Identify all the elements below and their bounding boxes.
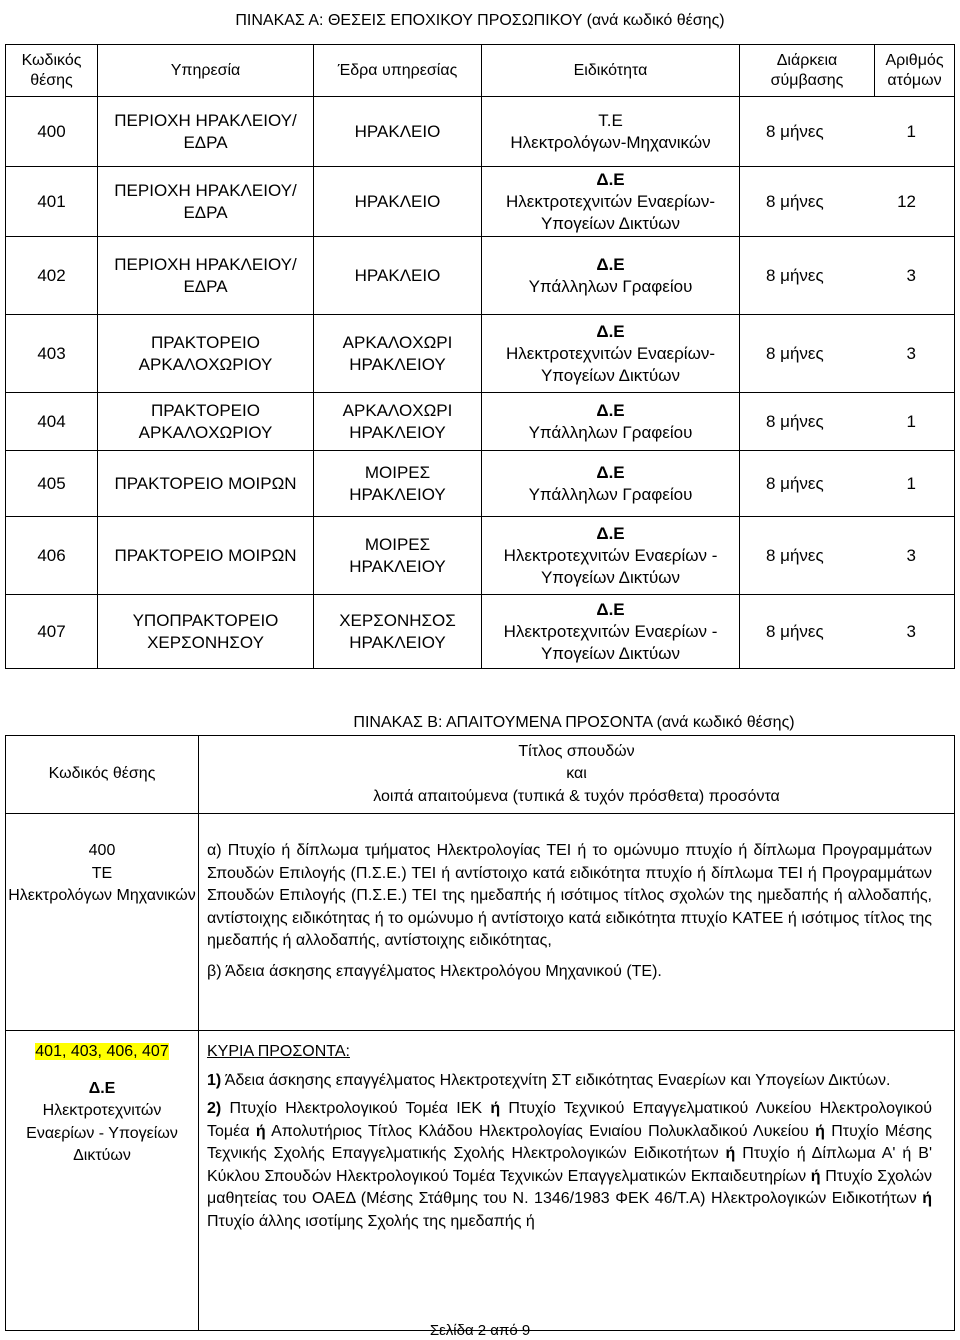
cell-specialty: Δ.Ε Υπάλληλων Γραφείου xyxy=(482,393,740,451)
table-row xyxy=(6,97,955,167)
col-header-requirements: Τίτλος σπουδών και λοιπά απαιτούμενα (τυπικά & τυχόν πρόσθετα) προσόντα xyxy=(199,736,955,814)
table-row xyxy=(6,814,955,1031)
table-row xyxy=(6,393,955,451)
cell-duration-count: 8 μήνες 1 xyxy=(740,97,955,167)
table-row xyxy=(6,1031,955,1331)
cell-specialty: Δ.Ε Υπάλληλων Γραφείου xyxy=(482,451,740,517)
col-header-code: Κωδικός θέσης xyxy=(6,45,98,97)
table-row xyxy=(6,237,955,315)
highlighted-codes: 401, 403, 406, 407 xyxy=(35,1043,169,1060)
cell-duration-count: 8 μήνες 1 xyxy=(740,393,955,451)
cell-code: 404 xyxy=(6,393,98,451)
col-header-seat: Έδρα υπηρεσίας xyxy=(314,45,482,97)
table-a-title: ΠΙΝΑΚΑΣ Α: ΘΕΣΕΙΣ ΕΠΟΧΙΚΟΥ ΠΡΟΣΩΠΙΚΟΥ (ανά κωδικό θέσης) xyxy=(235,12,725,29)
cell-seat: ΧΕΡΣΟΝΗΣΟΣ ΗΡΑΚΛΕΙΟΥ xyxy=(314,595,482,669)
cell-code: 402 xyxy=(6,237,98,315)
cell-service: ΠΕΡΙΟΧΗ ΗΡΑΚΛΕΙΟΥ/ ΕΔΡΑ xyxy=(98,237,314,315)
cell-duration-count: 8 μήνες 3 xyxy=(740,315,955,393)
cell-code: 401 xyxy=(6,167,98,237)
requirements-heading: ΚΥΡΙΑ ΠΡΟΣΟΝΤΑ: xyxy=(207,1043,350,1060)
cell-seat: ΑΡΚΑΛΟΧΩΡΙ ΗΡΑΚΛΕΙΟΥ xyxy=(314,315,482,393)
cell-code: 401, 403, 406, 407 Δ.Ε Ηλεκτροτεχνιτών Εναερίων - Υπογείων Δικτύων xyxy=(6,1031,199,1331)
cell-code: 405 xyxy=(6,451,98,517)
cell-specialty: Δ.Ε Υπάλληλων Γραφείου xyxy=(482,237,740,315)
cell-service: ΠΡΑΚΤΟΡΕΙΟ ΜΟΙΡΩΝ xyxy=(98,517,314,595)
cell-code: 403 xyxy=(6,315,98,393)
table-b-title: ΠΙΝΑΚΑΣ Β: ΑΠΑΙΤΟΥΜΕΝΑ ΠΡΟΣΟΝΤΑ (ανά κωδικό θέσης) xyxy=(353,714,795,731)
col-header-code: Κωδικός θέσης xyxy=(6,736,199,814)
cell-service: ΠΡΑΚΤΟΡΕΙΟ ΑΡΚΑΛΟΧΩΡΙΟΥ xyxy=(98,393,314,451)
table-row xyxy=(6,517,955,595)
table-b xyxy=(5,735,955,1331)
table-row xyxy=(6,595,955,669)
cell-specialty: Δ.Ε Ηλεκτροτεχνιτών Εναερίων - Υπογείων Δικτύων xyxy=(482,595,740,669)
cell-specialty: Δ.Ε Ηλεκτροτεχνιτών Εναερίων- Υπογείων Δικτύων xyxy=(482,167,740,237)
cell-requirements: ΚΥΡΙΑ ΠΡΟΣΟΝΤΑ: 1) Άδεια άσκησης επαγγέλματος Ηλεκτροτεχνίτη ΣΤ ειδικότητας Εναερίων και Υπογείων Δικτύων. 2) Πτυχίο Ηλεκτρολογικού Τομέα ΙΕΚ ή Πτυχίο Τεχνικού Επαγγελματικού Λυκείου Ηλεκτρολογικού Τομέα ή Απολυτήριος Τίτλος Κλάδου Ηλεκτρολογίας Ενιαίου Πολυκλαδικού Λυκείου ή Πτυχίο Μέσης Τεχνικής Σχολής Επαγγελματικής Σχολής Ηλεκτρολογικών Ειδικοτήτων ή Πτυχίο ή Δίπλωμα Α' ή Β' Κύκλου Σπουδών Ηλεκτρολογικού Τομέα Τεχνικών Επαγγελματικών Εκπαιδευτηρίων ή Πτυχίο Σχολών μαθητείας του ΟΑΕΔ (Μέσης Στάθμης του Ν. 1346/1983 ΦΕΚ 46/Τ.Α) Ηλεκτρολογικών Ειδικοτήτων ή Πτυχίο άλλης ισοτίμης Σχολής της ημεδαπής ή xyxy=(199,1031,955,1331)
cell-seat: ΗΡΑΚΛΕΙΟ xyxy=(314,97,482,167)
cell-seat: ΜΟΙΡΕΣ ΗΡΑΚΛΕΙΟΥ xyxy=(314,517,482,595)
cell-requirements: α) Πτυχίο ή δίπλωμα τμήματος Ηλεκτρολογίας ΤΕΙ ή το ομώνυμο πτυχίο ή δίπλωμα Προγραμμάτων Σπουδών Επιλογής (Π.Σ.Ε.) ΤΕΙ ή αντίστοιχο κατά ειδικότητα πτυχίο ή δίπλωμα ΤΕΙ ή Προγραμμάτων Σπουδών Επιλογής (Π.Σ.Ε.) ΤΕΙ της ημεδαπής ή ισότιμος τίτλος σχολών της ημεδαπής ή αλλοδαπής, αντίστοιχης ειδικότητας ή το ομώνυμο ή αντίστοιχο κατά ειδικότητα πτυχίο ΚΑΤΕΕ ή ισότιμος τίτλος της ημεδαπής ή αλλοδαπής, αντίστοιχης ειδικότητας, β) Άδεια άσκησης επαγγέλματος Ηλεκτρολόγου Μηχανικού (ΤΕ). xyxy=(199,814,955,1031)
cell-duration-count: 8 μήνες 12 xyxy=(740,167,955,237)
cell-service: ΠΡΑΚΤΟΡΕΙΟ ΑΡΚΑΛΟΧΩΡΙΟΥ xyxy=(98,315,314,393)
cell-specialty: Δ.Ε Ηλεκτροτεχνιτών Εναερίων- Υπογείων Δικτύων xyxy=(482,315,740,393)
cell-duration-count: 8 μήνες 3 xyxy=(740,595,955,669)
col-header-service: Υπηρεσία xyxy=(98,45,314,97)
table-a xyxy=(5,44,955,669)
col-header-duration: Διάρκεια σύμβασης xyxy=(740,45,875,97)
cell-code: 400 xyxy=(6,97,98,167)
cell-service: ΥΠΟΠΡΑΚΤΟΡΕΙΟ ΧΕΡΣΟΝΗΣΟΥ xyxy=(98,595,314,669)
cell-seat: ΑΡΚΑΛΟΧΩΡΙ ΗΡΑΚΛΕΙΟΥ xyxy=(314,393,482,451)
cell-specialty: Δ.Ε Ηλεκτροτεχνιτών Εναερίων - Υπογείων Δικτύων xyxy=(482,517,740,595)
col-header-specialty: Ειδικότητα xyxy=(482,45,740,97)
cell-service: ΠΕΡΙΟΧΗ ΗΡΑΚΛΕΙΟΥ/ ΕΔΡΑ xyxy=(98,97,314,167)
cell-seat: ΗΡΑΚΛΕΙΟ xyxy=(314,167,482,237)
col-header-count: Αριθμός ατόμων xyxy=(875,45,955,97)
cell-duration-count: 8 μήνες 1 xyxy=(740,451,955,517)
cell-duration-count: 8 μήνες 3 xyxy=(740,517,955,595)
cell-seat: ΜΟΙΡΕΣ ΗΡΑΚΛΕΙΟΥ xyxy=(314,451,482,517)
cell-service: ΠΕΡΙΟΧΗ ΗΡΑΚΛΕΙΟΥ/ ΕΔΡΑ xyxy=(98,167,314,237)
page-footer: Σελίδα 2 από 9 xyxy=(429,1322,531,1339)
table-row xyxy=(6,451,955,517)
cell-duration-count: 8 μήνες 3 xyxy=(740,237,955,315)
cell-service: ΠΡΑΚΤΟΡΕΙΟ ΜΟΙΡΩΝ xyxy=(98,451,314,517)
cell-seat: ΗΡΑΚΛΕΙΟ xyxy=(314,237,482,315)
cell-code: 400 ΤΕ Ηλεκτρολόγων Μηχανικών xyxy=(6,814,199,1031)
cell-code: 407 xyxy=(6,595,98,669)
table-row xyxy=(6,315,955,393)
table-row xyxy=(6,167,955,237)
cell-code: 406 xyxy=(6,517,98,595)
cell-specialty: Τ.Ε Ηλεκτρολόγων-Μηχανικών xyxy=(482,97,740,167)
